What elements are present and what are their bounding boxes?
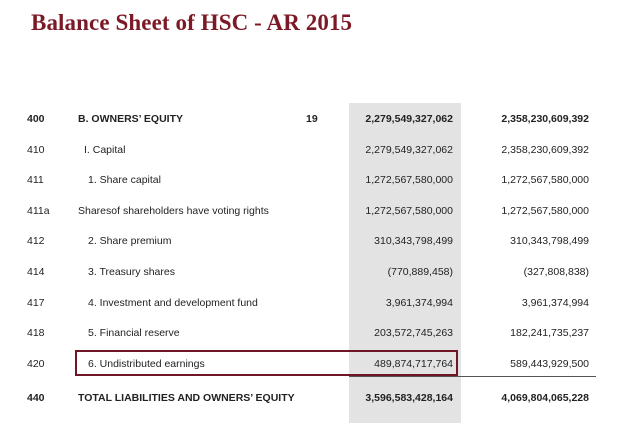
row-label: I. Capital	[84, 144, 126, 156]
row-value-current: 2,279,549,327,062	[365, 144, 453, 156]
row-label: 1. Share capital	[88, 174, 161, 186]
table-row	[0, 263, 626, 283]
row-value-current: 1,272,567,580,000	[365, 205, 453, 217]
table-row	[0, 294, 626, 314]
row-value-prior: 2,358,230,609,392	[501, 144, 589, 156]
row-code: 417	[27, 297, 45, 309]
row-code: 440	[27, 392, 45, 404]
table-row	[0, 141, 626, 161]
row-value-prior: 589,443,929,500	[510, 358, 589, 370]
row-value-current: 3,596,583,428,164	[365, 392, 453, 404]
row-value-current: 489,874,717,764	[374, 358, 453, 370]
row-value-current: 1,272,567,580,000	[365, 174, 453, 186]
row-value-prior: 1,272,567,580,000	[501, 174, 589, 186]
row-value-prior: 182,241,735,237	[510, 327, 589, 339]
row-value-current: 203,572,745,263	[374, 327, 453, 339]
highlight-box-undistributed-earnings	[75, 350, 458, 376]
table-row	[0, 232, 626, 252]
row-label: 3. Treasury shares	[88, 266, 175, 278]
row-value-prior: 2,358,230,609,392	[501, 113, 589, 125]
row-label: 4. Investment and development fund	[88, 297, 258, 309]
row-label: 6. Undistributed earnings	[88, 358, 205, 370]
row-code: 400	[27, 113, 45, 125]
row-value-prior: (327,808,838)	[523, 266, 589, 278]
row-code: 420	[27, 358, 45, 370]
table-row	[0, 202, 626, 222]
row-label: TOTAL LIABILITIES AND OWNERS’ EQUITY	[78, 392, 295, 404]
total-divider	[349, 376, 596, 377]
row-value-prior: 310,343,798,499	[510, 235, 589, 247]
row-value-current: 2,279,549,327,062	[365, 113, 453, 125]
row-code: 418	[27, 327, 45, 339]
row-label: 2. Share premium	[88, 235, 172, 247]
row-label: Sharesof shareholders have voting rights	[78, 205, 269, 217]
table-row-total	[0, 389, 626, 409]
table-row	[0, 171, 626, 191]
row-label: B. OWNERS’ EQUITY	[78, 113, 184, 125]
row-code: 414	[27, 266, 45, 278]
table-row	[0, 324, 626, 344]
row-code: 410	[27, 144, 45, 156]
row-label: 5. Financial reserve	[88, 327, 180, 339]
row-value-current: 310,343,798,499	[374, 235, 453, 247]
row-code: 411	[27, 174, 44, 186]
row-code: 412	[27, 235, 45, 247]
row-value-prior: 1,272,567,580,000	[501, 205, 589, 217]
row-value-current: (770,889,458)	[387, 266, 453, 278]
row-value-prior: 4,069,804,065,228	[501, 392, 589, 404]
page-title: Balance Sheet of HSC - AR 2015	[31, 10, 353, 35]
row-note: 19	[306, 113, 318, 125]
row-value-current: 3,961,374,994	[385, 297, 453, 309]
row-value-prior: 3,961,374,994	[521, 297, 589, 309]
table-row	[0, 110, 626, 130]
row-code: 411a	[27, 205, 50, 217]
